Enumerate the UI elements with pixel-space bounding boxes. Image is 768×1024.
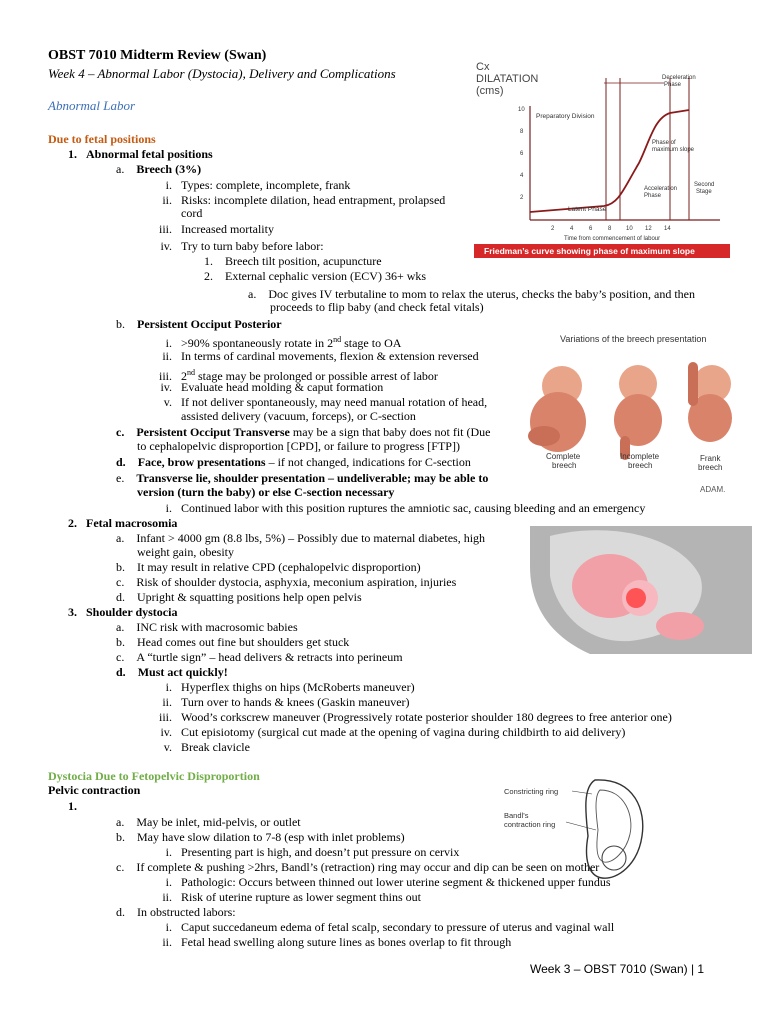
friedman-xtick: 10 [626, 226, 633, 232]
item-2b: b. It may result in relative CPD (cephalopelvic disproportion) [116, 560, 421, 574]
item-1b-v-cont: assisted delivery (vacuum, forceps), or C-section [181, 409, 416, 423]
label-complete-2: breech [552, 461, 577, 470]
item-3c: c. A “turtle sign” – head delivers & retracts into perineum [116, 650, 403, 664]
heading-fetal-positions: Due to fetal positions [48, 132, 156, 146]
label-bandl-2: contraction ring [504, 820, 556, 829]
item-1a-iv: iv. Try to turn baby before labor: [160, 239, 324, 253]
item-1b-ii: ii. In terms of cardinal movements, flexion & extension reversed [162, 349, 479, 363]
fp-item-1c-ii: ii. Risk of uterine rupture as lower segment thins out [162, 890, 421, 904]
friedman-ytick: 8 [520, 129, 524, 135]
friedman-acceleration-2: Phase [644, 193, 662, 199]
fp-item-1b: b. May have slow dilation to 7-8 (esp with inlet problems) [116, 830, 405, 844]
label-frank-2: breech [698, 463, 723, 472]
friedman-xtick: 8 [608, 226, 612, 232]
friedman-ylabel-1: Cx [476, 61, 490, 73]
label-incomplete-1: Incomplete [620, 452, 660, 461]
fp-item-1b-i: i. Presenting part is high, and doesn’t put pressure on cervix [165, 845, 460, 859]
item-3a: a. INC risk with macrosomic babies [116, 620, 298, 634]
fetal-head-image [602, 846, 626, 870]
breech-title: Variations of the breech presentation [560, 334, 707, 344]
section-abnormal-labor: Abnormal Labor [48, 98, 136, 113]
friedman-xtick: 4 [570, 226, 574, 232]
friedman-latent: Latent Phase [568, 206, 607, 213]
item-3d-ii: ii. Turn over to hands & knees (Gaskin maneuver) [162, 695, 410, 709]
friedman-xtick: 2 [551, 226, 555, 232]
label-incomplete-2: breech [628, 461, 653, 470]
friedman-max-slope-1: Phase of [652, 140, 676, 146]
item-1e: e. Transverse lie, shoulder presentation – undeliverable; may be able to [116, 471, 489, 485]
adam-logo: ADAM. [700, 485, 726, 494]
fp-item-1d-i: i. Caput succedaneum edema of fetal scalp, secondary to pressure of uterus and vaginal wall [165, 920, 615, 934]
friedman-second-stage-1: Second [694, 182, 715, 188]
friedman-ylabel-3: (cms) [476, 85, 504, 97]
item-3d-iv: iv. Cut episiotomy (surgical cut made at the opening of vagina during childbirth to aid delivery) [160, 725, 626, 739]
item-1b-i: i. >90% spontaneously rotate in 2nd stage to OA [165, 335, 402, 350]
label-frank-1: Frank [700, 454, 721, 463]
page-title: OBST 7010 Midterm Review (Swan) [48, 48, 267, 63]
incomplete-breech-image [614, 365, 662, 460]
friedman-curve-figure [474, 58, 736, 263]
item-1: 1. Abnormal fetal positions [68, 147, 213, 161]
item-1b-v: v. If not deliver spontaneously, may need manual rotation of head, [163, 395, 488, 409]
friedman-ytick: 6 [520, 151, 524, 157]
item-1a-ii-cont: cord [181, 206, 203, 220]
label-constricting-ring: Constricting ring [504, 787, 559, 796]
item-1e-cont: version (turn the baby) or else C-section necessary [137, 485, 395, 499]
shoulder-dystocia-figure [530, 526, 752, 654]
item-1c: c. Persistent Occiput Transverse may be a sign that baby does not fit (Due [116, 425, 491, 439]
fp-item-1c: c. If complete & pushing >2hrs, Bandl’s (retraction) ring may occur and dip can be seen on mother [116, 860, 600, 874]
item-2a: a. Infant > 4000 gm (8.8 lbs, 5%) – Possibly due to maternal diabetes, high [116, 531, 486, 545]
item-2c: c. Risk of shoulder dystocia, asphyxia, meconium aspiration, injuries [116, 575, 457, 589]
heading-fetopelvic: Dystocia Due to Fetopelvic Disproportion [48, 769, 260, 783]
friedman-ytick: 2 [520, 195, 524, 201]
item-1a: a. Breech (3%) [116, 162, 202, 176]
label-bandl-1: Bandl’s [504, 811, 529, 820]
fp-item-1d-ii: ii. Fetal head swelling along suture lines as bones overlap to fit through [162, 935, 512, 949]
friedman-xtick: 6 [589, 226, 593, 232]
fp-item-1: 1. [68, 799, 77, 813]
item-1a-ii: ii. Risks: incomplete dilation, head entrapment, prolapsed [162, 193, 446, 207]
page-footer: Week 3 – OBST 7010 (Swan) | 1 [530, 962, 705, 976]
item-3: 3. Shoulder dystocia [68, 605, 178, 619]
item-1a-i: i. Types: complete, incomplete, frank [165, 178, 351, 192]
complete-breech-image [528, 366, 586, 452]
friedman-ylabel-2: DILATATION [476, 73, 539, 85]
item-3d: d. Must act quickly! [116, 665, 228, 679]
friedman-deceleration-2: Phase [664, 82, 682, 88]
item-3d-v: v. Break clavicle [163, 740, 250, 754]
item-1b: b. Persistent Occiput Posterior [116, 317, 282, 331]
item-1b-iv: iv. Evaluate head molding & caput formation [160, 380, 384, 394]
friedman-ytick: 10 [518, 107, 525, 113]
friedman-preparatory: Preparatory Division [536, 113, 595, 120]
item-2a-cont: weight gain, obesity [137, 545, 234, 559]
friedman-deceleration-1: Deceleration [662, 75, 696, 81]
page-subtitle: Week 4 – Abnormal Labor (Dystocia), Delivery and Complications [48, 66, 396, 81]
friedman-ytick: 4 [520, 173, 524, 179]
item-1c-cont: to cephalopelvic disproportion [CPD], or failure to progress [FTP]) [137, 439, 460, 453]
item-2d: d. Upright & squatting positions help open pelvis [116, 590, 362, 604]
item-1a-iv-1: 1. Breech tilt position, acupuncture [204, 254, 382, 268]
fp-item-1a: a. May be inlet, mid-pelvis, or outlet [116, 815, 301, 829]
item-1e-i: i. Continued labor with this position ruptures the amniotic sac, causing bleeding and an emergency [165, 501, 646, 515]
fp-item-1c-i: i. Pathologic: Occurs between thinned out lower uterine segment & thickened upper fundus [165, 875, 611, 889]
friedman-acceleration-1: Acceleration [644, 186, 678, 192]
item-1a-iii: iii. Increased mortality [158, 222, 274, 236]
friedman-caption: Friedman’s curve showing phase of maximum slope [484, 246, 695, 256]
item-3d-i: i. Hyperflex thighs on hips (McRoberts maneuver) [165, 680, 415, 694]
item-1b-iii: iii. 2nd stage may be prolonged or possible arrest of labor [158, 368, 438, 383]
item-2: 2. Fetal macrosomia [68, 516, 178, 530]
item-1a-iv-2: 2. External cephalic version (ECV) 36+ wks [204, 269, 427, 283]
frank-breech-image [688, 362, 732, 442]
breech-variations-figure [520, 328, 752, 500]
fp-item-1d: d. In obstructed labors: [116, 905, 236, 919]
item-1d: d. Face, brow presentations – if not changed, indications for C-section [116, 455, 471, 469]
friedman-xlabel: Time from commencement of labour [564, 236, 661, 242]
friedman-max-slope-2: maximum slope [652, 147, 695, 153]
label-complete-1: Complete [546, 452, 581, 461]
item-3b: b. Head comes out fine but shoulders get stuck [116, 635, 350, 649]
bandl-ring-figure [500, 776, 650, 882]
friedman-second-stage-2: Stage [696, 189, 712, 195]
subheading-pelvic-contraction: Pelvic contraction [48, 783, 141, 797]
item-1a-iv-2-a: a. Doc gives IV terbutaline to mom to relax the uterus, checks the baby’s position, and then [248, 287, 696, 301]
item-1a-iv-2-a-cont: proceeds to flip baby (and check fetal vitals) [270, 300, 484, 314]
item-3d-iii: iii. Wood’s corkscrew maneuver (Progressively rotate posterior shoulder 180 degrees to free anterior one) [158, 710, 672, 724]
friedman-xtick: 12 [645, 226, 652, 232]
friedman-xtick: 14 [664, 226, 671, 232]
